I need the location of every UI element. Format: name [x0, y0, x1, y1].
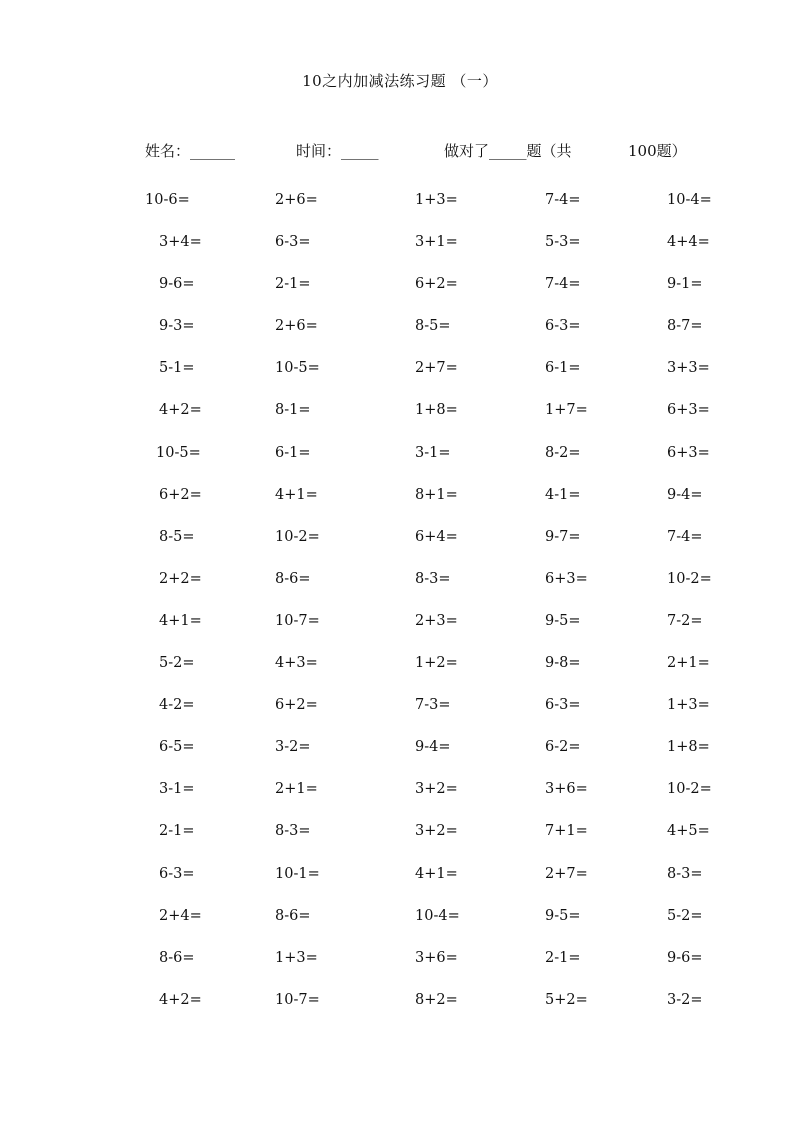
math-problem: 9-5= [545, 612, 581, 629]
math-problem: 10-4= [667, 192, 712, 208]
math-problem: 8-5= [159, 528, 195, 545]
math-problem: 3+2= [415, 781, 458, 798]
problem-row [0, 819, 800, 861]
problem-row [0, 946, 800, 988]
math-problem: 3-2= [667, 991, 703, 1008]
problem-row [0, 567, 800, 609]
problem-row [0, 988, 800, 1030]
math-problem: 4+2= [159, 991, 202, 1008]
math-problem: 6-5= [159, 739, 195, 756]
math-problem: 5-1= [159, 360, 195, 377]
math-problem: 9-7= [545, 528, 581, 545]
time-field: 时间：_____ [296, 142, 379, 160]
math-problem: 9-8= [545, 655, 581, 672]
math-problem: 1+8= [415, 402, 458, 419]
math-problem: 3+6= [545, 781, 588, 798]
math-problem: 9-4= [415, 739, 451, 756]
math-problem: 6-1= [545, 360, 581, 377]
math-problem: 1+7= [545, 402, 588, 419]
problem-row [0, 904, 800, 946]
math-problem: 6+3= [667, 402, 710, 419]
math-problem: 4+4= [667, 234, 710, 251]
math-problem: 3+4= [159, 234, 202, 251]
math-problem: 2-1= [159, 823, 195, 840]
math-problem: 5+2= [545, 991, 588, 1008]
math-problem: 6-3= [159, 865, 195, 882]
math-problem: 7-4= [545, 276, 581, 293]
math-problem: 8+1= [415, 486, 458, 503]
math-problem: 7-3= [415, 697, 451, 714]
math-problem: 1+3= [667, 697, 710, 714]
math-problem: 6+2= [415, 276, 458, 293]
math-problem: 7-4= [667, 528, 703, 545]
math-problem: 5-2= [159, 655, 195, 672]
math-problem: 2+4= [159, 907, 202, 924]
math-problem: 6-2= [545, 739, 581, 756]
math-problem: 10-7= [275, 612, 320, 629]
math-problem: 6+3= [545, 570, 588, 587]
math-problem: 8-1= [275, 402, 311, 419]
math-problem: 4+1= [159, 612, 202, 629]
math-problem: 2+1= [275, 781, 318, 798]
math-problem: 6+2= [275, 697, 318, 714]
name-field: 姓名：______ [145, 142, 236, 160]
math-problem: 9-5= [545, 907, 581, 924]
math-problem: 3+1= [415, 234, 458, 251]
math-problem: 8-7= [667, 318, 703, 335]
problem-row [0, 735, 800, 777]
math-problem: 9-6= [159, 276, 195, 293]
problem-row [0, 314, 800, 356]
math-problem: 10-2= [275, 528, 320, 545]
math-problem: 3+3= [667, 360, 710, 377]
math-problem: 8-6= [275, 570, 311, 587]
math-problem: 10-4= [415, 907, 460, 924]
math-problem: 8-3= [415, 570, 451, 587]
math-problem: 4+3= [275, 655, 318, 672]
problem-row [0, 398, 800, 440]
problem-row [0, 693, 800, 735]
math-problem: 3-1= [415, 444, 451, 461]
math-problem: 9-6= [667, 949, 703, 966]
math-problem: 3+6= [415, 949, 458, 966]
problem-row [0, 609, 800, 651]
math-problem: 8-2= [545, 444, 581, 461]
math-problem: 2+7= [415, 360, 458, 377]
math-problem: 1+8= [667, 739, 710, 756]
math-problem: 5-2= [667, 907, 703, 924]
math-problem: 4-1= [545, 486, 581, 503]
problem-row [0, 356, 800, 398]
math-problem: 6+3= [667, 444, 710, 461]
math-problem: 6-1= [275, 444, 311, 461]
math-problem: 10-1= [275, 865, 320, 882]
math-problem: 8-5= [415, 318, 451, 335]
math-problem: 7-2= [667, 612, 703, 629]
math-problem: 9-1= [667, 276, 703, 293]
math-problem: 1+3= [415, 192, 458, 208]
math-problem: 3+2= [415, 823, 458, 840]
math-problem: 1+2= [415, 655, 458, 672]
math-problem: 10-5= [275, 360, 320, 377]
math-problem: 4+1= [275, 486, 318, 503]
math-problem: 2+7= [545, 865, 588, 882]
math-problem: 8-6= [275, 907, 311, 924]
problem-row [0, 441, 800, 483]
math-problem: 10-5= [156, 444, 201, 461]
problem-row [0, 483, 800, 525]
math-problem: 10-6= [145, 192, 190, 208]
math-problem: 7+1= [545, 823, 588, 840]
problem-row [0, 188, 800, 230]
info-line [0, 140, 800, 160]
math-problem: 8-3= [275, 823, 311, 840]
math-problem: 6+2= [159, 486, 202, 503]
math-problem: 6+4= [415, 528, 458, 545]
problem-row [0, 272, 800, 314]
math-problem: 10-2= [667, 570, 712, 587]
math-problem: 6-3= [275, 234, 311, 251]
math-problem: 2+6= [275, 192, 318, 208]
problem-grid [0, 188, 800, 1030]
math-problem: 6-3= [545, 697, 581, 714]
total-count-label: 100题） [628, 142, 687, 160]
math-problem: 10-2= [667, 781, 712, 798]
math-problem: 3-2= [275, 739, 311, 756]
problem-row [0, 862, 800, 904]
math-problem: 9-4= [667, 486, 703, 503]
math-problem: 1+3= [275, 949, 318, 966]
math-problem: 4-2= [159, 697, 195, 714]
math-problem: 3-1= [159, 781, 195, 798]
math-problem: 2+6= [275, 318, 318, 335]
worksheet-title: 10之内加减法练习题 （一） [302, 72, 498, 90]
problem-row [0, 777, 800, 819]
problem-row [0, 525, 800, 567]
math-problem: 8+2= [415, 991, 458, 1008]
math-problem: 2+2= [159, 570, 202, 587]
math-problem: 4+1= [415, 865, 458, 882]
math-problem: 10-7= [275, 991, 320, 1008]
math-problem: 7-4= [545, 192, 581, 208]
math-problem: 2-1= [275, 276, 311, 293]
math-problem: 8-6= [159, 949, 195, 966]
math-problem: 4+2= [159, 402, 202, 419]
correct-count-field: 做对了_____题（共 [444, 142, 572, 160]
math-problem: 2+3= [415, 612, 458, 629]
math-problem: 4+5= [667, 823, 710, 840]
math-problem: 8-3= [667, 865, 703, 882]
problem-row [0, 230, 800, 272]
math-problem: 9-3= [159, 318, 195, 335]
math-problem: 6-3= [545, 318, 581, 335]
math-problem: 5-3= [545, 234, 581, 251]
problem-row [0, 651, 800, 693]
math-problem: 2+1= [667, 655, 710, 672]
math-problem: 2-1= [545, 949, 581, 966]
